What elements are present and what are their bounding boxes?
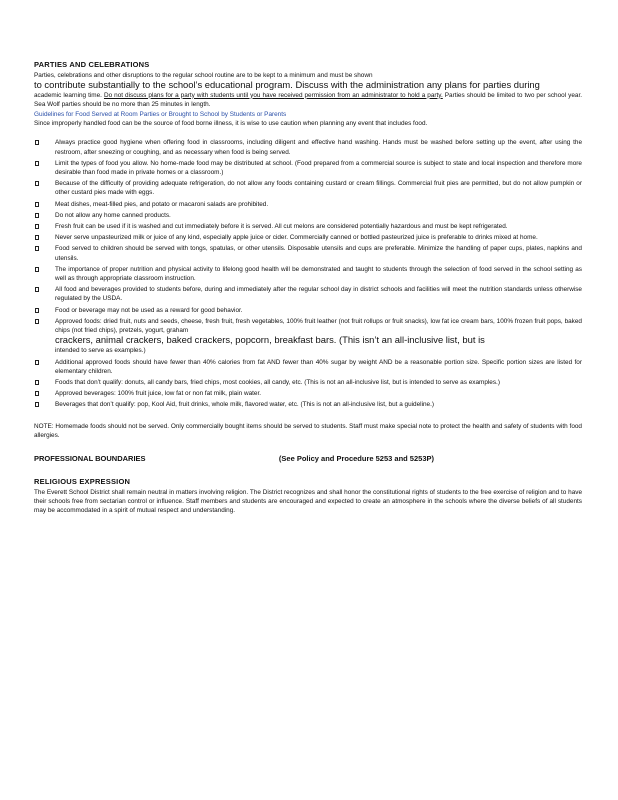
- bullet-box-icon: [35, 391, 39, 396]
- food-rules-list: [34, 138, 582, 409]
- list-item-text: Never serve unpasteurized milk or juice of any kind, especially apple juice or cider. Commercially canned or bottled pasteurized juice is preferable to drinks mixed at home.: [55, 234, 538, 242]
- homemade-food-note: NOTE: Homemade foods should not be served. Only commercially bought items should be served to students. Staff must make special note to protect the health and safety of students with food allergies.: [34, 422, 582, 439]
- list-item: [34, 159, 582, 177]
- list-item-text: Beverages that don’t qualify: pop, Kool Aid, fruit drinks, whole milk, flavored water, etc. (This is not an all-inclusive list, but a guideline.): [55, 401, 435, 409]
- list-item-text: Foods that don’t qualify: donuts, all candy bars, fried chips, most cookies, all candy, etc. (This is not an all-inclusive list, but is intended to serve as examples.): [55, 378, 500, 386]
- parties-heading: PARTIES AND CELEBRATIONS: [34, 60, 150, 69]
- bullet-box-icon: [35, 202, 39, 207]
- religious-expression-heading: RELIGIOUS EXPRESSION: [34, 477, 131, 486]
- bullet-box-icon: [35, 224, 39, 229]
- bullet-box-icon: [35, 360, 39, 365]
- list-item: [34, 378, 582, 387]
- parties-intro-small: Parties, celebrations and other disruptions to the regular school routine are to be kept to a minimum and must be shown: [34, 72, 373, 79]
- list-item: [34, 244, 582, 262]
- professional-boundaries-reference: (See Policy and Procedure 5253 and 5253P): [278, 454, 434, 463]
- parties-intro-large: to contribute substantially to the school’s educational program. Discuss with the administration any plans for parties during: [34, 79, 540, 91]
- list-item-text-large: crackers, animal crackers, baked crackers, popcorn, breakfast bars. (This isn’t an all-inclusive list, but is: [55, 334, 485, 346]
- religious-expression-body: The Everett School District shall remain neutral in matters involving religion. The District recognizes and shall honor the constitutional rights of students to the free exercise of religion and to have their schools free from sectarian control or influence. Staff members and students are encouraged and expected to create an atmosphere in the schools where the diverse beliefs of all students may be accommodated in a spirit of mutual respect and understanding.: [34, 489, 582, 515]
- list-item-text: Additional approved foods should have fewer than 40% calories from fat AND fewer than 40% sugar by weight AND be a reasonable portion size. Specific portion sizes are listed for elementary children.: [55, 358, 582, 375]
- bullet-box-icon: [35, 181, 39, 186]
- bullet-box-icon: [35, 267, 39, 272]
- parties-permission-note: Do not discuss plans for a party with students until you have received permission from an administrator to hold a party.: [103, 91, 443, 99]
- list-item-text: Approved foods: dried fruit, nuts and seeds, cheese, fresh fruit, fresh vegetables, 100% fruit leather (not fruit rollups or fruit snacks), low fat ice cream bars, 100% frozen fruit pops, baked chips (not fried chips), pretzels, yogurt, graham: [55, 317, 582, 334]
- professional-boundaries-label: PROFESSIONAL BOUNDARIES: [34, 454, 146, 463]
- list-item-text: Food served to children should be served with tongs, spatulas, or other utensils. Disposable utensils and cups are preferable. Minimize the handling of paper cups, plates, napkins and utensils.: [55, 245, 582, 262]
- list-item: [34, 265, 582, 283]
- parties-intro-rest-b: Parties should be limited to two per school year. Sea Wolf parties should be no more than 25 minutes in length.: [34, 91, 582, 108]
- food-guidelines-body: Since improperly handled food can be the source of food borne illness, it is wise to use caution when planning any event that includes food.: [34, 120, 428, 128]
- bullet-box-icon: [35, 213, 39, 218]
- bullet-box-icon: [35, 380, 39, 385]
- bullet-box-icon: [35, 402, 39, 407]
- list-item-text: Limit the types of food you allow. No home-made food may be distributed at school. (Food prepared from a commercial source is subject to state and local inspection and therefore more desirable than food made in private homes or a classroom.): [55, 159, 582, 176]
- list-item-text: Because of the difficulty of providing adequate refrigeration, do not allow any foods containing custard or cream fillings. Commercial fruit pies are permitted, but do not allow pumpkin or other custard pies made with eggs.: [55, 180, 582, 197]
- list-item-text: Do not allow any home canned products.: [55, 211, 171, 219]
- list-item: [34, 358, 582, 376]
- list-item: [34, 200, 582, 209]
- list-item: [34, 233, 582, 242]
- bullet-box-icon: [35, 308, 39, 313]
- bullet-box-icon: [35, 161, 39, 166]
- list-item: [34, 211, 582, 220]
- list-item: [34, 179, 582, 197]
- list-item-text: The importance of proper nutrition and physical activity to lifelong good health will be demonstrated and taught to students through the selection of food served in the school setting as well as through appropriate classroom instruction.: [55, 265, 582, 282]
- parties-intro-rest-a: academic learning time.: [34, 91, 104, 99]
- list-item-text: Fresh fruit can be used if it is washed and cut immediately before it is served. All cut melons are considered potentially hazardous and must be kept refrigerated.: [55, 222, 508, 230]
- bullet-box-icon: [35, 319, 39, 324]
- list-item-text: Food or beverage may not be used as a reward for good behavior.: [55, 306, 243, 314]
- parties-intro-rest: [34, 91, 582, 109]
- bullet-box-icon: [35, 287, 39, 292]
- list-item: [34, 285, 582, 303]
- food-guidelines-subheading: Guidelines for Food Served at Room Parties or Brought to School by Students or Parents: [34, 111, 287, 119]
- list-item: [34, 306, 582, 315]
- list-item: [34, 400, 582, 409]
- list-item-text: Meat dishes, meat-filled pies, and potato or macaroni salads are prohibited.: [55, 200, 269, 208]
- list-item-text: All food and beverages provided to students before, during and immediately after the regular school day in district schools and facilities will meet the nutrition standards unless otherwise regulated by the USDA.: [55, 286, 582, 303]
- list-item-text-tail: intended to serve as examples.): [55, 347, 146, 355]
- document-page: [34, 60, 582, 516]
- professional-boundaries-heading: [34, 454, 434, 463]
- list-item: [34, 222, 582, 231]
- list-item: [34, 389, 582, 398]
- list-item: [34, 317, 582, 356]
- bullet-box-icon: [35, 140, 39, 145]
- bullet-box-icon: [35, 246, 39, 251]
- bullet-box-icon: [35, 235, 39, 240]
- list-item-text: Approved beverages: 100% fruit juice, low fat or non fat milk, plain water.: [55, 390, 262, 398]
- list-item: [34, 138, 582, 156]
- list-item-text: Always practice good hygiene when offering food in classrooms, including diligent and effective hand washing. Hands must be washed before setting up the event, after using the restroom, after sneezing or coughing, and as necessary when food is being served.: [55, 139, 582, 156]
